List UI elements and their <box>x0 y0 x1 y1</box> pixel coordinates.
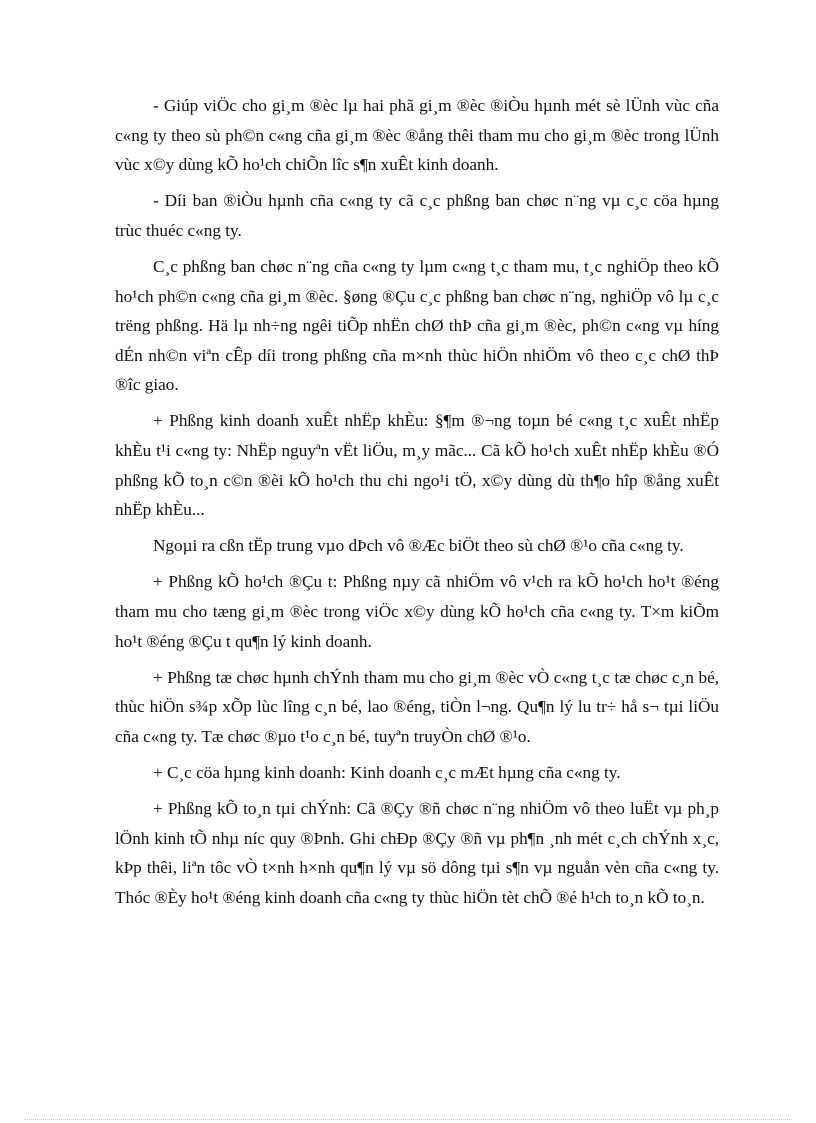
paragraph-finance-accounting-department: + Phßng kÕ to¸n tµi chÝnh: Cã ®Çy ®ñ chøc n¨ng nhiÖm vô theo luËt vµ ph¸p lÖnh kinh tÕ nhµ níc quy ®Þnh. Ghi chÐp ®Çy ®ñ vµ ph¶n ¸nh mét c¸ch chÝnh x¸c, kÞp thêi, liªn tôc vÒ t×nh h×nh qu¶n lý vµ sö dông tµi s¶n vµ nguån vèn cña c«ng ty. Thóc ®Èy ho¹t ®éng kinh doanh cña c«ng ty thùc hiÖn tèt chÕ ®é h¹ch to¸n kÕ to¸n. <box>115 799 719 907</box>
paragraph-deputy-directors: - Giúp viÖc cho gi¸m ®èc lµ hai phã gi¸m ®èc ®iÒu hµnh mét sè lÜnh vùc cña c«ng ty theo sù ph©n c«ng cña gi¸m ®èc ®ång thêi tham mu cho gi¸m ®èc trong lÜnh vùc x©y dùng kÕ ho¹ch chiÕn lîc s¶n xuÊt kinh doanh. <box>115 96 719 175</box>
paragraph-business-stores: + C¸c cöa hµng kinh doanh: Kinh doanh c¸c mÆt hµng cña c«ng ty. <box>153 762 621 782</box>
paragraph-import-export-department: + Phßng kinh doanh xuÊt nhËp khÈu: §¶m ®¬ng toµn bé c«ng t¸c xuÊt nhËp khÈu t¹i c«ng ty: NhËp nguyªn vËt liÖu, m¸y mãc... Cã kÕ ho¹ch xuÊt nhËp khÈu ®Ó phßng kÕ to¸n c©n ®èi kÕ ho¹ch thu chi ngo¹i tÖ, x©y dùng dù th¶o hîp ®ång xuÊt nhËp khÈu... <box>115 411 719 520</box>
paragraph-planning-investment-department: + Phßng kÕ ho¹ch ®Çu t: Phßng nµy cã nhiÖm vô v¹ch ra kÕ ho¹ch ho¹t ®éng tham mu cho tæng gi¸m ®èc trong viÖc x©y dùng kÕ ho¹ch cña c«ng ty. T×m kiÕm ho¹t ®éng ®Çu t qu¶n lý kinh doanh. <box>115 572 719 651</box>
document-page <box>115 91 719 919</box>
paragraph-special-services: Ngoµi ra cßn tËp trung vµo dÞch vô ®Æc biÖt theo sù chØ ®¹o cña c«ng ty. <box>153 536 684 556</box>
paragraph-hr-admin-department: + Phßng tæ chøc hµnh chÝnh tham mu cho gi¸m ®èc vÒ c«ng t¸c tæ chøc c¸n bé, thùc hiÖn s¾p xÕp lùc lîng c¸n bé, lao ®éng, tiÒn l¬ng. Qu¶n lý lu tr÷ hå s¬ tµi liÖu cña c«ng ty. Tæ chøc ®µo t¹o c¸n bé, tuyªn truyÒn chØ ®¹o. <box>115 667 719 746</box>
paragraph-departments-overview: - Díi ban ®iÒu hµnh cña c«ng ty cã c¸c phßng ban chøc n¨ng vµ c¸c cöa hµng trùc thuéc c«ng ty. <box>115 191 719 240</box>
paragraph-functional-departments: C¸c phßng ban chøc n¨ng cña c«ng ty lµm c«ng t¸c tham mu, t¸c nghiÖp theo kÕ ho¹ch ph©n c«ng cña gi¸m ®èc. §øng ®Çu c¸c phßng ban chøc n¨ng, nghiÖp vô lµ c¸c trëng phßng. Hä lµ nh÷ng ngêi tiÕp nhËn chØ thÞ cña gi¸m ®èc, ph©n c«ng vµ híng dÉn nh©n viªn cÊp díi trong phßng cña m×nh thùc hiÖn nhiÖm vô theo c¸c chØ thÞ ®îc giao. <box>115 256 719 395</box>
page-bottom-divider <box>24 1119 792 1120</box>
